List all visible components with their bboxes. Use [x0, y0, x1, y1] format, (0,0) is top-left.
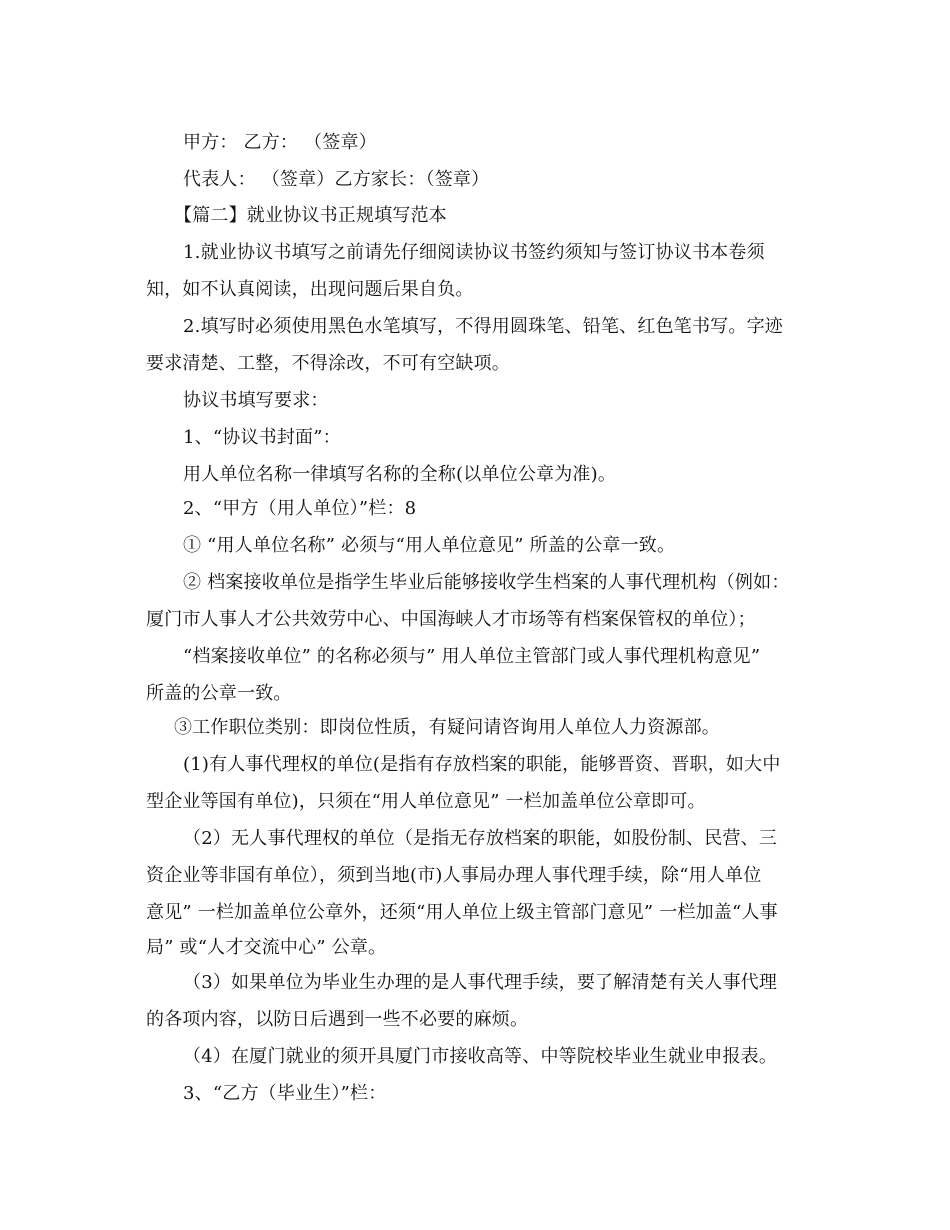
signature-line-parties: 甲方： 乙方： （签章） — [183, 132, 377, 153]
paragraph-line: 2、“甲方（用人单位）”栏：8 — [183, 498, 417, 519]
paragraph-line: 的各项内容，以防日后遇到一些不必要的麻烦。 — [146, 1009, 529, 1030]
paragraph-line: （3）如果单位为毕业生办理的是人事代理手续，要了解清楚有关人事代理 — [183, 972, 778, 993]
paragraph-line: 2.填写时必须使用黑色水笔填写，不得用圆珠笔、铅笔、红色笔书写。字迹 — [183, 316, 783, 337]
paragraph-line: ② 档案接收单位是指学生毕业后能够接收学生档案的人事代理机构（例如： — [183, 572, 790, 593]
paragraph-line: 资企业等非国有单位），须到当地(市)人事局办理人事代理手续，除“用人单位 — [146, 865, 762, 886]
section-heading: 【篇二】就业协议书正规填写范本 — [174, 205, 447, 226]
subheading: 协议书填写要求： — [183, 390, 329, 411]
paragraph-line: ③工作职位类别：即岗位性质，有疑问请咨询用人单位人力资源部。 — [174, 717, 720, 738]
paragraph-line: （4）在厦门就业的须开具厦门市接收高等、中等院校毕业生就业申报表。 — [183, 1046, 778, 1067]
paragraph-line: 局” 或“人才交流中心” 公章。 — [146, 937, 387, 958]
paragraph-line: 型企业等国有单位)，只须在“用人单位意见” 一栏加盖单位公章即可。 — [146, 791, 706, 812]
paragraph-line: 1.就业协议书填写之前请先仔细阅读协议书签约须知与签订协议书本卷须 — [183, 242, 765, 263]
paragraph-line: 所盖的公章一致。 — [146, 683, 292, 704]
paragraph-line: (1)有人事代理权的单位(是指有存放档案的职能，能够晋资、晋职，如大中 — [183, 754, 781, 775]
paragraph-line: 知，如不认真阅读，出现问题后果自负。 — [146, 279, 474, 300]
paragraph-line: 要求清楚、工整，不得涂改，不可有空缺项。 — [146, 353, 510, 374]
paragraph-line: 厦门市人事人才公共效劳中心、中国海峡人才市场等有档案保管权的单位）； — [146, 609, 756, 630]
paragraph-line: 用人单位名称一律填写名称的全称(以单位公章为准)。 — [183, 464, 617, 485]
signature-line-representatives: 代表人： （签章）乙方家长：（签章） — [183, 169, 490, 190]
paragraph-line: 意见” 一栏加盖单位公章外，还须“用人单位上级主管部门意见” 一栏加盖“人事 — [146, 902, 778, 923]
paragraph-line: 3、“乙方（毕业生）”栏： — [183, 1083, 387, 1104]
paragraph-line: 1、“协议书封面”： — [183, 427, 341, 448]
paragraph-line: ① “用人单位名称” 必须与“用人单位意见” 所盖的公章一致。 — [183, 535, 676, 556]
paragraph-line: （2）无人事代理权的单位（是指无存放档案的职能，如股份制、民营、三 — [183, 828, 778, 849]
paragraph-line: “档案接收单位” 的名称必须与” 用人单位主管部门或人事代理机构意见” — [183, 646, 761, 667]
